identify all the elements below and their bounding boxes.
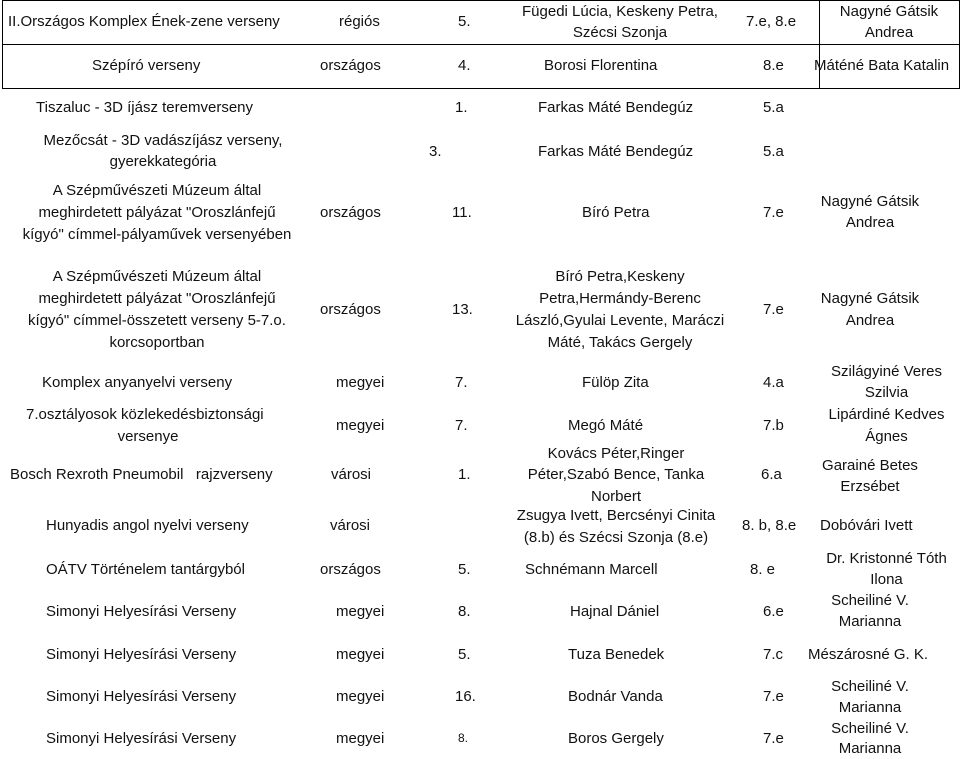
row-8-name: Bosch Rexroth Pneumobil rajzverseny xyxy=(10,466,273,483)
row-1-students: Borosi Florentina xyxy=(544,57,658,74)
row-8-teacher-1: Garainé Betes xyxy=(822,457,918,474)
row-4-teacher-2: Andrea xyxy=(845,214,895,231)
rule xyxy=(2,44,959,45)
row-5-students-2: Petra,Hermándy-Berenc xyxy=(539,290,701,307)
row-3-students: Farkas Máté Bendegúz xyxy=(538,143,694,160)
row-9-students-2: (8.b) és Szécsi Szonja (8.e) xyxy=(523,529,709,546)
row-0-students-2: Szécsi Szonja xyxy=(572,24,668,41)
row-13-name: Simonyi Helyesírási Verseny xyxy=(46,688,237,705)
row-4-name-3: kígyó" címmel-pályaművek versenyében xyxy=(22,226,292,243)
row-3-name-2: gyerekkategória xyxy=(109,153,217,170)
row-6-grade: 4.a xyxy=(763,374,784,391)
row-11-name: Simonyi Helyesírási Verseny xyxy=(46,603,237,620)
row-11-students: Hajnal Dániel xyxy=(570,603,660,620)
row-13-students: Bodnár Vanda xyxy=(568,688,663,705)
row-6-teacher-2: Szilvia xyxy=(864,384,909,401)
row-8-level: városi xyxy=(331,466,372,483)
row-7-name-1: 7.osztályosok közlekedésbiztonsági xyxy=(26,406,264,423)
row-7-place: 7. xyxy=(455,417,468,434)
row-13-teacher-1: Scheiliné V. xyxy=(831,678,909,695)
row-9-students-1: Zsugya Ivett, Bercsényi Cinita xyxy=(516,507,716,524)
row-1-name: Szépíró verseny xyxy=(92,57,201,74)
row-2-name: Tiszaluc - 3D íjász teremverseny xyxy=(36,99,254,116)
row-5-students-1: Bíró Petra,Keskeny xyxy=(555,268,685,285)
row-10-level: országos xyxy=(320,561,381,578)
row-7-teacher-2: Ágnes xyxy=(865,428,908,445)
row-9-teacher: Dobóvári Ivett xyxy=(820,517,913,534)
row-14-place: 8. xyxy=(458,731,469,745)
row-11-grade: 6.e xyxy=(763,603,784,620)
row-7-level: megyei xyxy=(336,417,385,434)
row-10-students: Schnémann Marcell xyxy=(525,561,658,578)
row-14-teacher-1: Scheiliné V. xyxy=(831,720,909,737)
row-9-level: városi xyxy=(330,517,371,534)
row-1-level: országos xyxy=(320,57,381,74)
row-0-level: régiós xyxy=(339,13,380,30)
row-13-place: 16. xyxy=(455,688,476,705)
row-10-teacher-1: Dr. Kristonné Tóth xyxy=(826,550,947,567)
rule-top xyxy=(2,0,959,1)
row-5-place: 13. xyxy=(452,301,473,318)
row-3-place: 3. xyxy=(429,143,442,160)
row-7-name-2: versenye xyxy=(117,428,179,445)
rule xyxy=(2,0,3,89)
row-8-students-1: Kovács Péter,Ringer xyxy=(547,445,685,462)
row-5-teacher-1: Nagyné Gátsik xyxy=(820,290,920,307)
row-12-teacher: Mészárosné G. K. xyxy=(808,646,929,663)
row-8-place: 1. xyxy=(458,466,471,483)
row-0-place: 5. xyxy=(458,13,471,30)
row-2-students: Farkas Máté Bendegúz xyxy=(538,99,694,116)
row-8-grade: 6.a xyxy=(761,466,782,483)
row-1-grade: 8.e xyxy=(763,57,784,74)
row-14-teacher-2: Marianna xyxy=(838,740,902,757)
row-0-students-1: Fügedi Lúcia, Keskeny Petra, xyxy=(522,3,718,20)
row-7-grade: 7.b xyxy=(763,417,784,434)
row-9-name: Hunyadis angol nyelvi verseny xyxy=(46,517,249,534)
row-11-teacher-2: Marianna xyxy=(838,613,902,630)
row-2-grade: 5.a xyxy=(763,99,784,116)
row-5-grade: 7.e xyxy=(763,301,784,318)
row-1-place: 4. xyxy=(458,57,471,74)
row-5-name-3: kígyó" címmel-összetett verseny 5-7.o. xyxy=(28,312,286,329)
row-5-level: országos xyxy=(320,301,381,318)
row-5-teacher-2: Andrea xyxy=(845,312,895,329)
row-14-grade: 7.e xyxy=(763,730,784,747)
row-0-teacher-1: Nagyné Gátsik xyxy=(839,3,939,20)
row-0-grade: 7.e, 8.e xyxy=(746,13,797,30)
row-1-teacher: Máténé Bata Katalin xyxy=(814,57,950,74)
row-7-teacher-1: Lipárdiné Kedves xyxy=(828,406,945,423)
row-6-students: Fülöp Zita xyxy=(582,374,649,391)
row-4-grade: 7.e xyxy=(763,204,784,221)
row-5-students-4: Máté, Takács Gergely xyxy=(547,334,693,351)
row-4-name-1: A Szépművészeti Múzeum által xyxy=(52,182,262,199)
row-14-name: Simonyi Helyesírási Verseny xyxy=(46,730,237,747)
rule xyxy=(2,88,959,89)
row-4-teacher-1: Nagyné Gátsik xyxy=(820,193,920,210)
row-11-level: megyei xyxy=(336,603,385,620)
row-10-teacher-2: Ilona xyxy=(870,571,903,588)
row-8-students-3: Norbert xyxy=(590,488,642,505)
row-4-level: országos xyxy=(320,204,381,221)
row-10-place: 5. xyxy=(458,561,471,578)
row-3-grade: 5.a xyxy=(763,143,784,160)
row-4-place: 11. xyxy=(452,204,472,221)
row-6-level: megyei xyxy=(336,374,385,391)
row-4-name-2: meghirdetett pályázat "Oroszlánfejű xyxy=(38,204,276,221)
row-12-place: 5. xyxy=(458,646,471,663)
row-6-name: Komplex anyanyelvi verseny xyxy=(42,374,233,391)
row-12-level: megyei xyxy=(336,646,385,663)
row-11-place: 8. xyxy=(458,603,471,620)
row-14-level: megyei xyxy=(336,730,385,747)
row-13-level: megyei xyxy=(336,688,385,705)
row-10-grade: 8. e xyxy=(750,561,776,578)
row-13-teacher-2: Marianna xyxy=(838,699,902,716)
row-3-name-1: Mezőcsát - 3D vadászíjász verseny, xyxy=(43,132,283,149)
row-0-teacher-2: Andrea xyxy=(864,24,914,41)
row-6-place: 7. xyxy=(455,374,468,391)
row-8-teacher-2: Erzsébet xyxy=(840,478,900,495)
row-11-teacher-1: Scheiliné V. xyxy=(831,592,909,609)
row-0-name: II.Országos Komplex Ének-zene verseny xyxy=(8,13,280,30)
row-10-name: OÁTV Történelem tantárgyból xyxy=(46,561,245,578)
row-14-students: Boros Gergely xyxy=(568,730,664,747)
row-6-teacher-1: Szilágyiné Veres xyxy=(831,363,942,380)
row-8-students-2: Péter,Szabó Bence, Tanka xyxy=(527,466,705,483)
row-7-students: Megó Máté xyxy=(568,417,644,434)
row-2-place: 1. xyxy=(455,99,468,116)
row-9-grade: 8. b, 8.e xyxy=(742,517,797,534)
row-5-students-3: László,Gyulai Levente, Maráczi xyxy=(515,312,725,329)
row-4-students: Bíró Petra xyxy=(582,204,650,221)
row-5-name-4: korcsoportban xyxy=(109,334,205,351)
row-5-name-1: A Szépművészeti Múzeum által xyxy=(52,268,262,285)
row-12-name: Simonyi Helyesírási Verseny xyxy=(46,646,237,663)
row-13-grade: 7.e xyxy=(763,688,784,705)
row-12-students: Tuza Benedek xyxy=(568,646,665,663)
row-12-grade: 7.c xyxy=(763,646,784,663)
row-5-name-2: meghirdetett pályázat "Oroszlánfejű xyxy=(38,290,276,307)
